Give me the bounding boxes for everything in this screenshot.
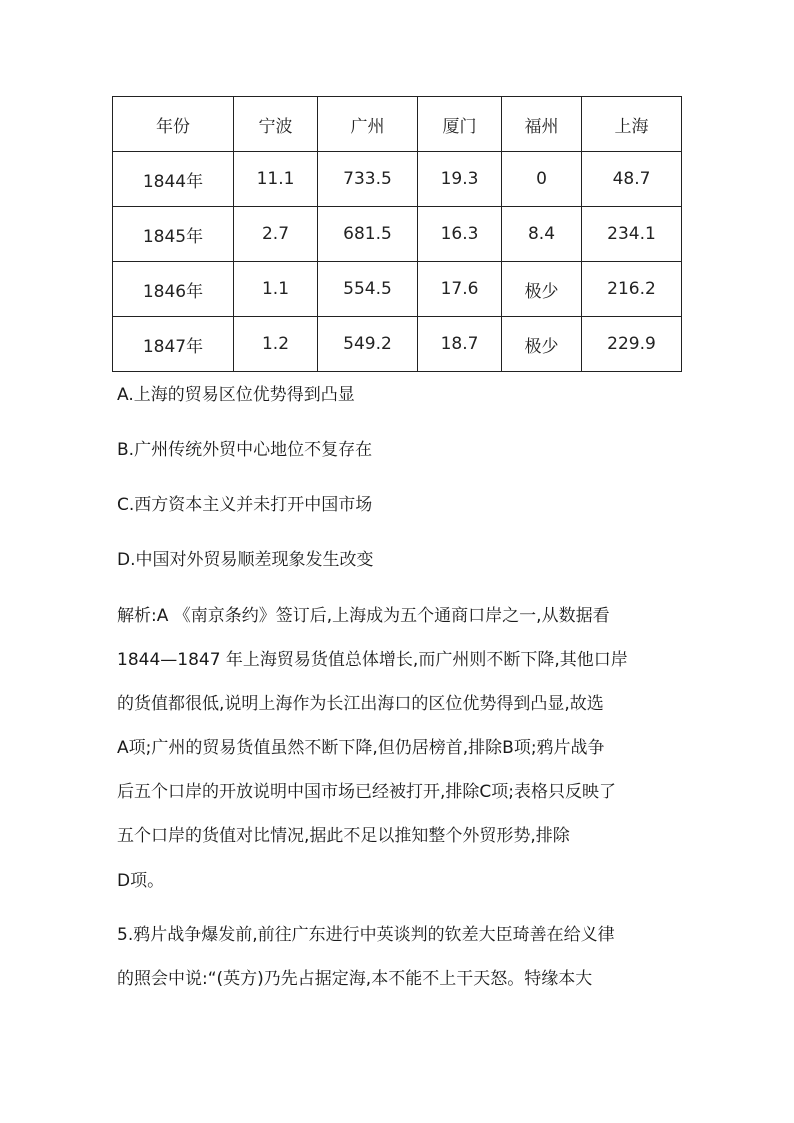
analysis-line: 的货值都很低,说明上海作为长江出海口的区位优势得到凸显,故选 [117,694,604,714]
question-5-line: 5.鸦片战争爆发前,前往广东进行中英谈判的钦差大臣琦善在给义律 [117,925,615,945]
table-cell: 16.3 [418,207,502,262]
analysis-line: D项。 [117,871,165,891]
table-cell: 1847年 [113,317,234,372]
table-cell: 681.5 [318,207,418,262]
trade-value-table [112,96,682,372]
table-cell: 极少 [502,317,582,372]
header-fuzhou: 福州 [502,97,582,152]
analysis-line: 解析:A 《南京条约》签订后,上海成为五个通商口岸之一,从数据看 [117,606,610,626]
option-b: B.广州传统外贸中心地位不复存在 [117,440,373,460]
table-cell: 19.3 [418,152,502,207]
table-cell: 733.5 [318,152,418,207]
table-cell: 1.1 [234,262,318,317]
table-cell: 极少 [502,262,582,317]
header-ningbo: 宁波 [234,97,318,152]
table-cell: 18.7 [418,317,502,372]
question-5-line: 的照会中说:“(英方)乃先占据定海,本不能不上干天怒。特缘本大 [117,969,593,989]
header-shanghai: 上海 [582,97,682,152]
table-cell: 229.9 [582,317,682,372]
table-row [113,317,682,372]
header-year: 年份 [113,97,234,152]
table-row [113,152,682,207]
analysis-line: 五个口岸的货值对比情况,据此不足以推知整个外贸形势,排除 [117,826,570,846]
table-cell: 17.6 [418,262,502,317]
header-xiamen: 厦门 [418,97,502,152]
table-cell: 2.7 [234,207,318,262]
analysis-line: 1844—1847 年上海贸易货值总体增长,而广州则不断下降,其他口岸 [117,650,628,670]
option-c: C.西方资本主义并未打开中国市场 [117,495,373,515]
table-cell: 1845年 [113,207,234,262]
table-cell: 1846年 [113,262,234,317]
table-cell: 11.1 [234,152,318,207]
table-cell: 1.2 [234,317,318,372]
option-d: D.中国对外贸易顺差现象发生改变 [117,550,374,570]
table-row [113,207,682,262]
table-cell: 216.2 [582,262,682,317]
table-cell: 0 [502,152,582,207]
analysis-line: A项;广州的贸易货值虽然不断下降,但仍居榜首,排除B项;鸦片战争 [117,738,605,758]
table-header-row [113,97,682,152]
table-cell: 554.5 [318,262,418,317]
table-cell: 48.7 [582,152,682,207]
option-a: A.上海的贸易区位优势得到凸显 [117,385,355,405]
table-cell: 234.1 [582,207,682,262]
table-cell: 549.2 [318,317,418,372]
table-cell: 1844年 [113,152,234,207]
header-guangzhou: 广州 [318,97,418,152]
analysis-line: 后五个口岸的开放说明中国市场已经被打开,排除C项;表格只反映了 [117,782,617,802]
table-row [113,262,682,317]
table-cell: 8.4 [502,207,582,262]
